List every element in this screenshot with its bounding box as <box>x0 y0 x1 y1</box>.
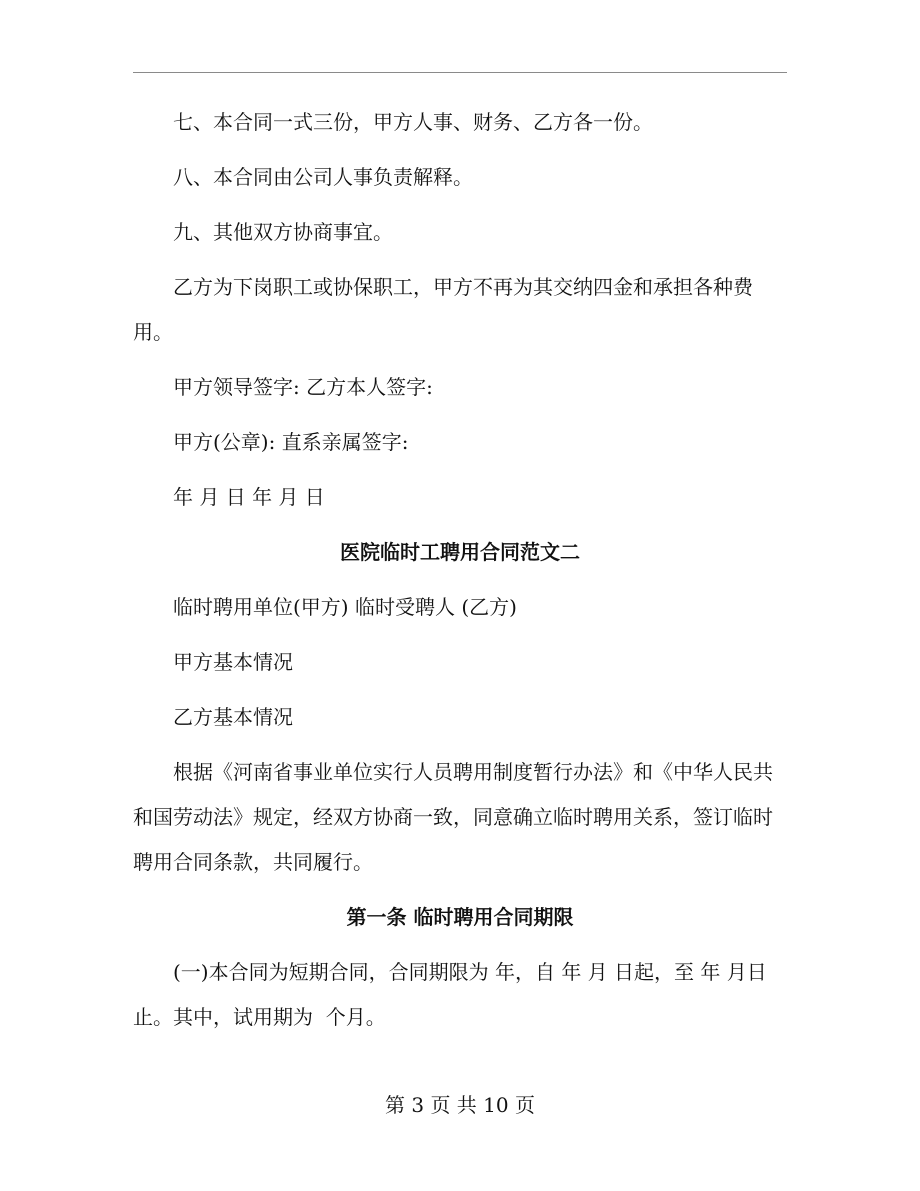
party-b-info: 乙方基本情况 <box>173 705 293 729</box>
party-a-info: 甲方基本情况 <box>173 650 293 674</box>
signature-line-leader: 甲方领导签字: 乙方本人签字: <box>173 375 433 399</box>
signature-line-seal: 甲方(公章): 直系亲属签字: <box>173 430 409 454</box>
parties-line: 临时聘用单位(甲方) 临时受聘人 (乙方) <box>173 595 517 619</box>
article-1-title: 第一条 临时聘用合同期限 <box>346 905 574 929</box>
preamble-paragraph: 根据《河南省事业单位实行人员聘用制度暂行办法》和《中华人民共和国劳动法》规定，经双方协商一致，同意确立临时聘用关系，签订临时聘用合同条款，共同履行。 <box>133 760 773 874</box>
date-line: 年 月 日 年 月 日 <box>173 485 325 509</box>
section-title: 医院临时工聘用合同范文二 <box>340 540 580 564</box>
clause-9: 九、其他双方协商事宜。 <box>173 220 393 244</box>
header-rule <box>133 72 787 73</box>
page-number: 第 3 页 共 10 页 <box>385 1093 535 1117</box>
clause-7: 七、本合同一式三份，甲方人事、财务、乙方各一份。 <box>173 110 653 134</box>
clause-8: 八、本合同由公司人事负责解释。 <box>173 165 473 189</box>
note-paragraph: 乙方为下岗职工或协保职工，甲方不再为其交纳四金和承担各种费用。 <box>133 275 753 344</box>
article-1-clause-1: (一)本合同为短期合同，合同期限为 年，自 年 月 日起，至 年 月日止。其中，试用期为 个月。 <box>133 960 767 1029</box>
document-body <box>133 100 787 1050</box>
